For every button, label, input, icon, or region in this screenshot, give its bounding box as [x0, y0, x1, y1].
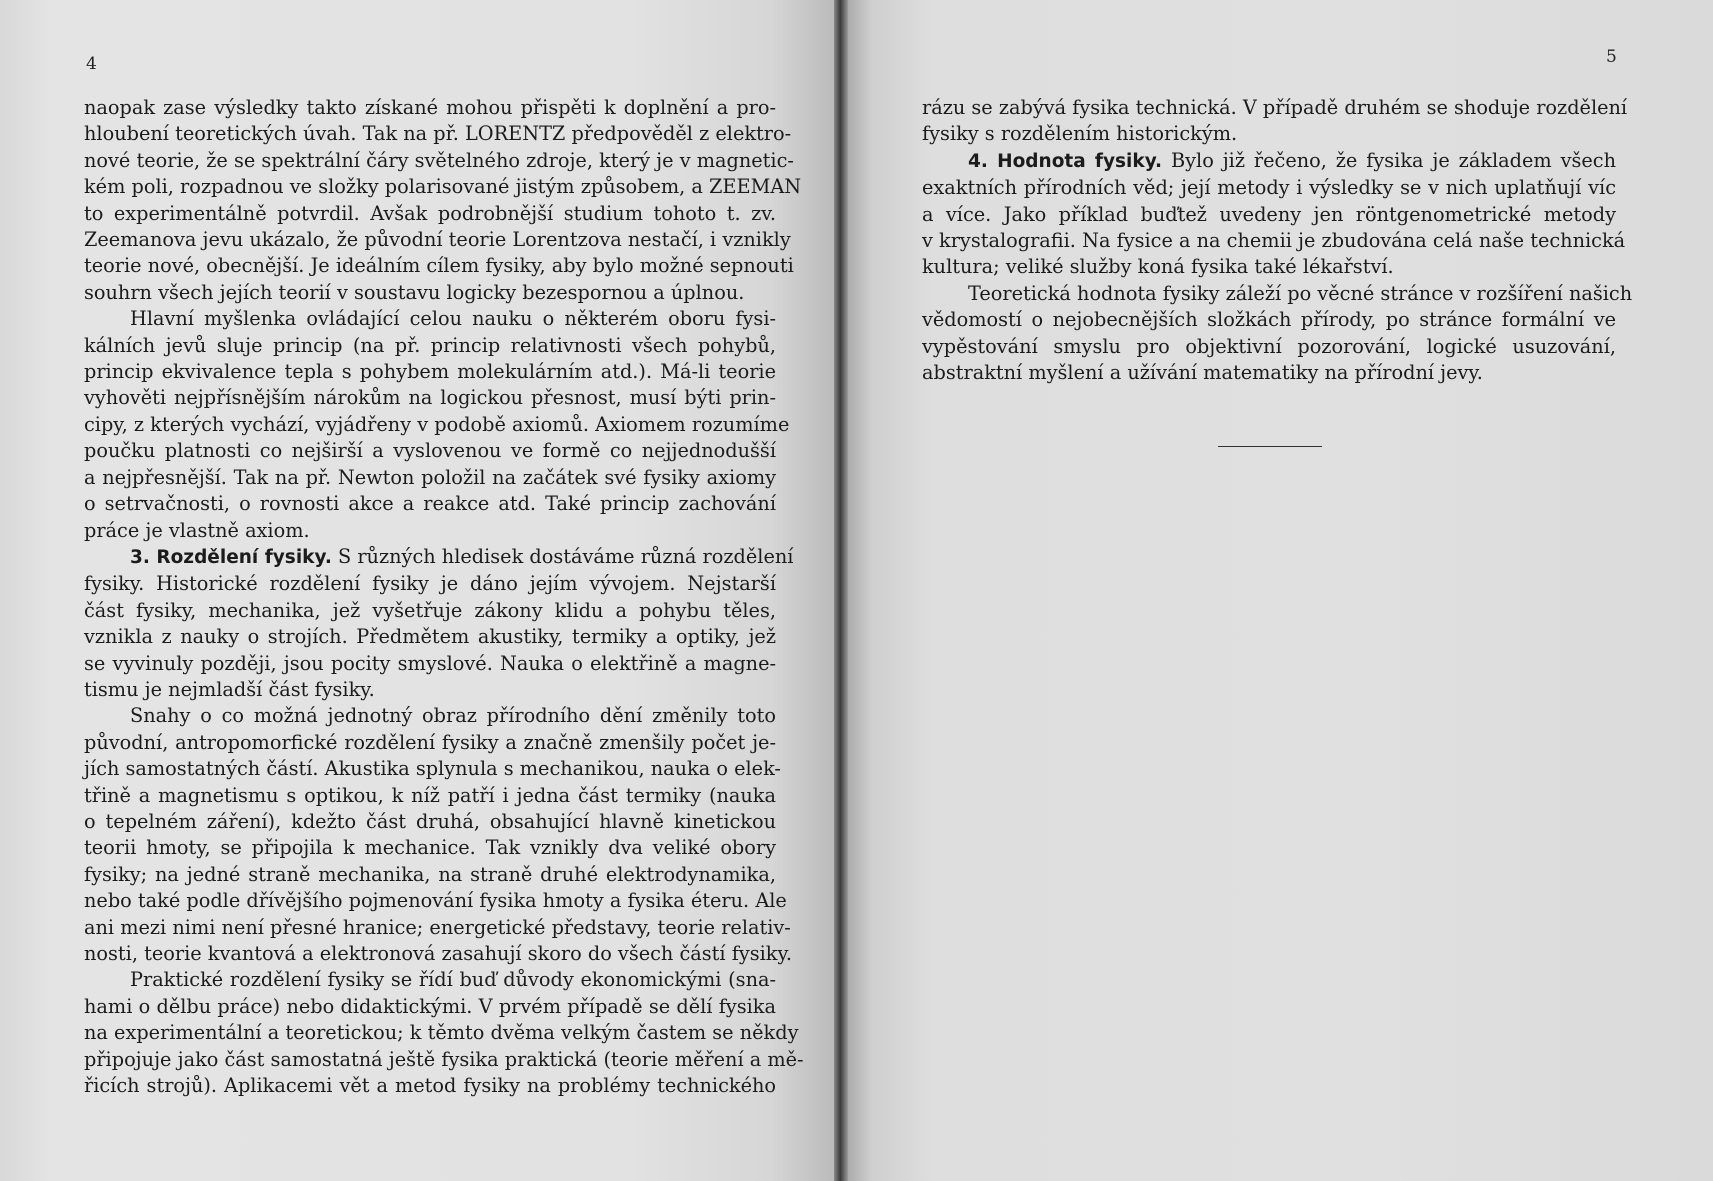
text-line: tismu je nejmladší část fysiky.	[84, 677, 375, 701]
text-line: vyhověti nejpřísnějším nárokům na logickou přesnost, musí býti prin-	[84, 386, 776, 410]
text-line: vypěstování smyslu pro objektivní pozorování, logické usuzování,	[922, 334, 1616, 358]
text-line: původní, antropomorfické rozdělení fysiky a značně zmenšily počet je-	[84, 730, 776, 754]
text-line: princip ekvivalence tepla s pohybem molekulárním atd.). Má-li teorie	[84, 360, 776, 384]
text-line: cipy, z kterých vychází, vyjádřeny v podobě axiomů. Axiomem rozumíme	[84, 412, 790, 436]
text-line: poučku platnosti co nejširší a vyslovenou ve formě co nejjednodušší	[84, 439, 776, 463]
text-line: abstraktní myšlení a užívání matematiky na přírodní jevy.	[922, 361, 1483, 385]
right-page-number: 5	[1606, 47, 1617, 67]
text-line: a nejpřesnější. Tak na př. Newton položil na začátek své fysiky axiomy	[84, 465, 776, 489]
text-line: se vyvinuly později, jsou pocity smyslové. Nauka o elektřině a magne-	[84, 651, 776, 675]
end-rule	[1218, 446, 1322, 447]
text-line: teorii hmoty, se připojila k mechanice. Tak vznikly dva veliké obory	[84, 836, 776, 860]
text-line: rázu se zabývá fysika technická. V případě druhém se shoduje rozdělení	[922, 96, 1628, 119]
text-line: na experimentální a teoretickou; k těmto dvěma velkým častem se někdy	[84, 1021, 799, 1045]
text-line: v krystalografii. Na fysice a na chemii je zbudována celá naše technická	[922, 229, 1626, 253]
text-line: fysiky. Historické rozdělení fysiky je dáno jejím vývojem. Nejstarší	[84, 572, 776, 596]
text-line: část fysiky, mechanika, jež vyšetřuje zákony klidu a pohybu těles,	[84, 598, 776, 622]
paragraph	[922, 95, 1628, 148]
text-line: fysiky s rozdělením historickým.	[922, 122, 1238, 146]
text-line: nové teorie, že se spektrální čáry světelného zdroje, který je v magnetic-	[84, 148, 794, 172]
section-heading: 3. Rozdělení fysiky.	[130, 546, 332, 568]
text-line: a více. Jako příklad buďtež uvedeny jen röntgenometrické metody	[922, 202, 1616, 226]
text-line: Teoretická hodnota fysiky záleží po věcné stránce v rozšíření našich	[968, 281, 1633, 305]
text-line: vědomostí o nejobecnějších složkách přírody, po stránce formální ve	[922, 308, 1616, 332]
left-page-number: 4	[86, 54, 97, 74]
text-line: Snahy o co možná jednotný obraz přírodního dění změnily toto	[130, 704, 776, 728]
text-line: Zeemanova jevu ukázalo, že původní teorie Lorentzova nestačí, i vznikly	[84, 228, 791, 252]
text-line: kém poli, rozpadnou ve složky polarisované jistým způsobem, a ZEEMAN	[84, 175, 802, 199]
text-line: to experimentálně potvrdil. Avšak podrobnější studium tohoto t. zv.	[84, 201, 776, 225]
text-line: řicích strojů). Aplikacemi vět a metod fysiky na problémy technického	[84, 1074, 776, 1098]
book-gutter	[834, 0, 848, 1181]
text-line: třině a magnetismu s optikou, k níž patří i jedna část termiky (nauka	[84, 783, 776, 807]
text-line: fysiky; na jedné straně mechanika, na straně druhé elektrodynamika,	[84, 862, 776, 886]
text-line: nebo také podle dřívějšího pojmenování fysika hmoty a fysika éteru. Ale	[84, 889, 787, 913]
text-line: Bylo již řečeno, že fysika je základem všech	[1170, 148, 1616, 172]
text-line: o tepelném záření), kdežto část druhá, obsahující hlavně kinetickou	[84, 809, 776, 833]
paragraph	[84, 703, 792, 967]
paragraph	[922, 148, 1626, 281]
paragraph	[84, 95, 802, 306]
text-line: exaktních přírodních věd; její metody i výsledky se v nich uplatňují víc	[922, 176, 1616, 200]
section-heading: 4. Hodnota fysiky.	[968, 150, 1163, 172]
text-line: hloubení teoretických úvah. Tak na př. LORENTZ předpověděl z elektro-	[84, 122, 792, 146]
text-line: o setrvačnosti, o rovnosti akce a reakce atd. Také princip zachování	[84, 492, 776, 516]
text-line: jích samostatných částí. Akustika splynula s mechanikou, nauka o elek-	[84, 757, 781, 781]
text-line: nosti, teorie kvantová a elektronová zasahují skoro do všech částí fysiky.	[84, 942, 792, 965]
text-line: naopak zase výsledky takto získané mohou přispěti k doplnění a pro-	[84, 96, 776, 119]
right-page-text	[922, 95, 1633, 386]
text-line: ani mezi nimi není přesné hranice; energetické představy, teorie relativ-	[84, 915, 791, 939]
text-line: teorie nové, obecnější. Je ideálním cílem fysiky, aby bylo možné sepnouti	[84, 254, 794, 278]
text-line: S různých hledisek dostáváme různá rozdělení	[338, 544, 794, 568]
left-page-text	[84, 95, 804, 1099]
text-line: kultura; veliké služby koná fysika také lékařství.	[922, 255, 1394, 279]
text-line	[922, 148, 1616, 175]
text-line: kálních jevů sluje princip (na př. princip relativnosti všech pohybů,	[84, 333, 776, 357]
text-line: práce je vlastně axiom.	[84, 518, 310, 542]
text-line: hami o dělbu práce) nebo didaktickými. V prvém případě se dělí fysika	[84, 994, 776, 1018]
text-line: vznikla z nauky o strojích. Předmětem akustiky, termiky a optiky, jež	[84, 625, 776, 649]
text-line: Praktické rozdělení fysiky se řídí buď důvody ekonomickými (sna-	[130, 968, 776, 992]
text-line: připojuje jako část samostatná ještě fysika praktická (teorie měření a mě-	[84, 1047, 804, 1071]
paragraph	[84, 306, 790, 544]
text-line: Hlavní myšlenka ovládající celou nauku o některém oboru fysi-	[130, 307, 776, 331]
paragraph	[84, 967, 804, 1099]
text-line	[84, 544, 794, 571]
paragraph	[84, 544, 794, 703]
paragraph	[922, 281, 1633, 387]
text-line: souhrn všech jejích teorií v soustavu logicky bezespornou a úplnou.	[84, 280, 745, 304]
